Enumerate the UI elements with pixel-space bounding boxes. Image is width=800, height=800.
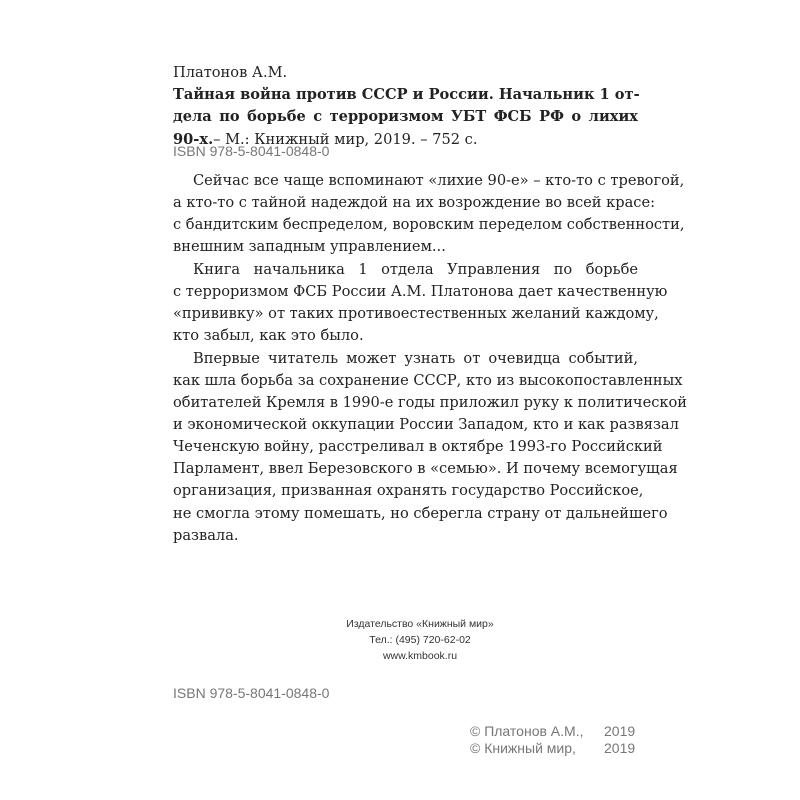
body-line: не смогла этому помешать, но сберегла страну от дальнейшего <box>173 505 668 522</box>
copyright-holder: © Книжный мир, <box>470 740 576 756</box>
isbn-bottom: ISBN 978-5-8041-0848-0 <box>173 685 330 701</box>
body-line: Книга начальника 1 отдела Управления по борьбе <box>193 261 638 278</box>
body-line: как шла борьба за сохранение СССР, кто из высокопоставленных <box>173 372 683 389</box>
body-line: обитателей Кремля в 1990-е годы приложил руку к политической <box>173 394 688 411</box>
publisher-site: www.kmbook.ru <box>382 650 458 662</box>
body-line: Парламент, ввел Березовского в «семью». И почему всемогущая <box>173 460 678 477</box>
body-line: развала. <box>173 527 239 544</box>
imprint: – М.: Книжный мир, 2019. – 752 с. <box>213 131 478 148</box>
title-line: дела по борьбе с терроризмом УБТ ФСБ РФ о лихих <box>173 108 638 125</box>
publisher-phone: Тел.: (495) 720-62-02 <box>369 634 471 646</box>
body-line: Чеченскую войну, расстреливал в октябре 1993-го Российский <box>173 438 663 455</box>
body-line: организация, призванная охранять государство Российское, <box>173 482 644 499</box>
title-line: Тайная война против СССР и России. Начальник 1 от- <box>173 86 640 103</box>
copyright-year: 2019 <box>604 723 636 739</box>
body-line: с бандитским беспределом, воровским переделом собственности, <box>173 216 685 233</box>
body-line: «прививку» от таких противоестественных желаний каждому, <box>173 305 659 322</box>
copyright-holder: © Платонов А.М., <box>470 723 584 739</box>
body-line: кто забыл, как это было. <box>173 327 364 344</box>
copyright-year: 2019 <box>604 740 636 756</box>
body-line: с терроризмом ФСБ России А.М. Платонова дает качественную <box>173 283 668 300</box>
body-line: и экономической оккупации России Западом, кто и как развязал <box>173 416 679 433</box>
isbn-top: ISBN 978-5-8041-0848-0 <box>173 143 330 159</box>
body-line: внешним западным управлением... <box>173 238 446 255</box>
author: Платонов А.М. <box>173 64 288 81</box>
publisher-name: Издательство «Книжный мир» <box>346 618 494 630</box>
title-end: 90-х. <box>173 131 214 148</box>
body-line: Сейчас все чаще вспоминают «лихие 90-е» – кто-то с тревогой, <box>193 172 685 189</box>
body-line: а кто-то с тайной надеждой на их возрождение во всей красе: <box>173 194 656 211</box>
body-line: Впервые читатель может узнать от очевидца событий, <box>193 350 638 367</box>
